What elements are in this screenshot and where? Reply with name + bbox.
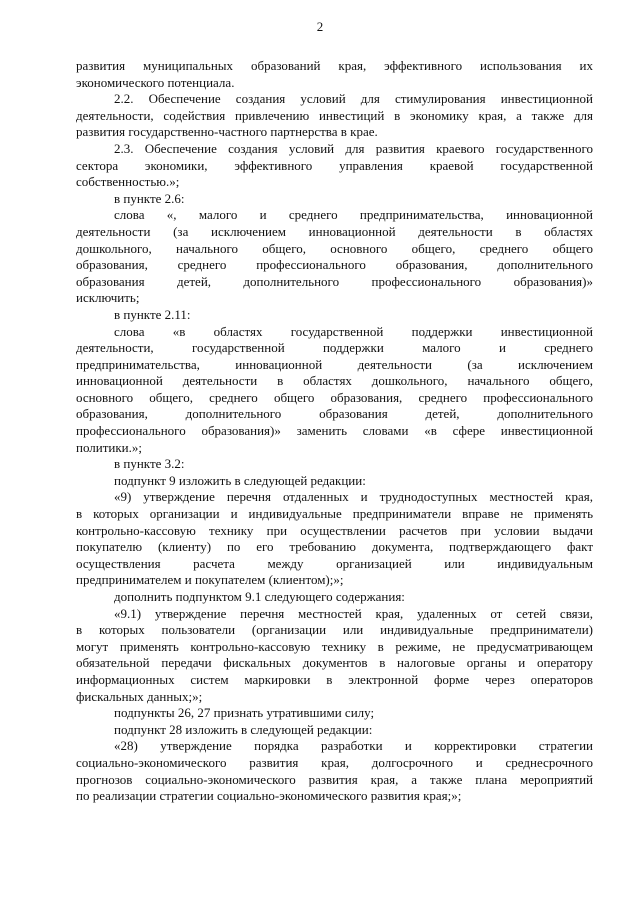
text-line: образования, среднего профессионального образования, дополнительного (76, 257, 593, 273)
text-line: основного общего, среднего общего образования, среднего профессионального (76, 389, 593, 405)
text-line: слова «, малого и среднего предпринимательства, инновационной (114, 207, 593, 223)
text-line: исключить; (76, 290, 140, 306)
text-line: предпринимателем и покупателем (клиентом);»; (76, 572, 344, 588)
text-line: деятельности (за исключением инновационной деятельности в областях (76, 223, 593, 239)
text-line: образования, дополнительного образования детей, дополнительного (76, 406, 593, 422)
page-number: 2 (316, 19, 324, 34)
text-line: подпункты 26, 27 признать утратившими силу; (114, 705, 375, 721)
text-line: покупателю (клиенту) по его требованию документа, подтверждающего факт (76, 539, 593, 555)
document-body (76, 58, 593, 805)
text-line: в пункте 2.11: (114, 306, 191, 322)
text-line: политики.»; (76, 439, 143, 455)
text-line: инновационной деятельности в областях дошкольного, начального общего, (76, 373, 593, 389)
text-line: в которых пользователи (организации или индивидуальные предприниматели) (76, 622, 593, 638)
text-line: экономического потенциала. (76, 74, 235, 90)
text-line: в пункте 3.2: (114, 456, 185, 472)
text-line: по реализации стратегии социально-экономического развития края;»; (76, 788, 462, 804)
text-line: дополнить подпунктом 9.1 следующего содержания: (114, 589, 405, 604)
text-line: подпункт 28 изложить в следующей редакции: (114, 721, 373, 737)
text-line: 2.2. Обеспечение создания условий для стимулирования инвестиционной (114, 91, 593, 107)
text-line: деятельности, государственной поддержки малого и среднего (76, 340, 593, 356)
text-line: деятельности, содействия привлечению инвестиций в экономику края, а также для (76, 107, 593, 123)
text-line: собственностью.»; (76, 174, 180, 190)
text-line: предпринимательства, инновационной деятельности (за исключением (76, 356, 593, 372)
text-line: могут применять контрольно-кассовую технику в режиме, не предусматривающем (76, 638, 593, 654)
text-line: «9) утверждение перечня отдаленных и труднодоступных местностей края, (114, 489, 593, 505)
text-line: сектора экономики, эффективного управления краевой государственной (76, 157, 593, 173)
text-line: «28) утверждение порядка разработки и корректировки стратегии (114, 738, 593, 754)
text-line: образования детей, дополнительного профессионального образования)» (76, 273, 593, 289)
text-line: осуществления расчета между организацией или индивидуальным (76, 555, 593, 571)
text-line: информационных систем маркировки в электронной форме через операторов (76, 671, 593, 687)
text-line: контрольно-кассовую технику при осуществлении расчетов при условии выдачи (76, 522, 593, 538)
text-line: дошкольного, начального общего, основного общего, среднего общего (76, 240, 593, 256)
text-line: развития государственно-частного партнерства в крае. (76, 124, 378, 140)
text-line: прогнозов социально-экономического развития края, а также плана мероприятий (76, 771, 593, 787)
text-line: обязательной передачи фискальных документов в налоговые органы и оператору (76, 655, 593, 671)
text-line: слова «в областях государственной поддержки инвестиционной (114, 323, 593, 339)
text-line: в пункте 2.6: (114, 190, 185, 206)
text-line: подпункт 9 изложить в следующей редакции: (114, 472, 366, 488)
text-line: профессионального образования)» заменить словами «в сфере инвестиционной (76, 423, 593, 439)
text-line: 2.3. Обеспечение создания условий для развития краевого государственного (114, 140, 593, 156)
text-line: в которых организации и индивидуальные предприниматели вправе не применять (76, 506, 593, 522)
text-line: социально-экономического развития края, долгосрочного и среднесрочного (76, 754, 593, 770)
text-line: фискальных данных;»; (76, 688, 203, 704)
text-line: «9.1) утверждение перечня местностей края, удаленных от сетей связи, (114, 605, 593, 621)
text-line: развития муниципальных образований края, эффективного использования их (76, 58, 593, 73)
